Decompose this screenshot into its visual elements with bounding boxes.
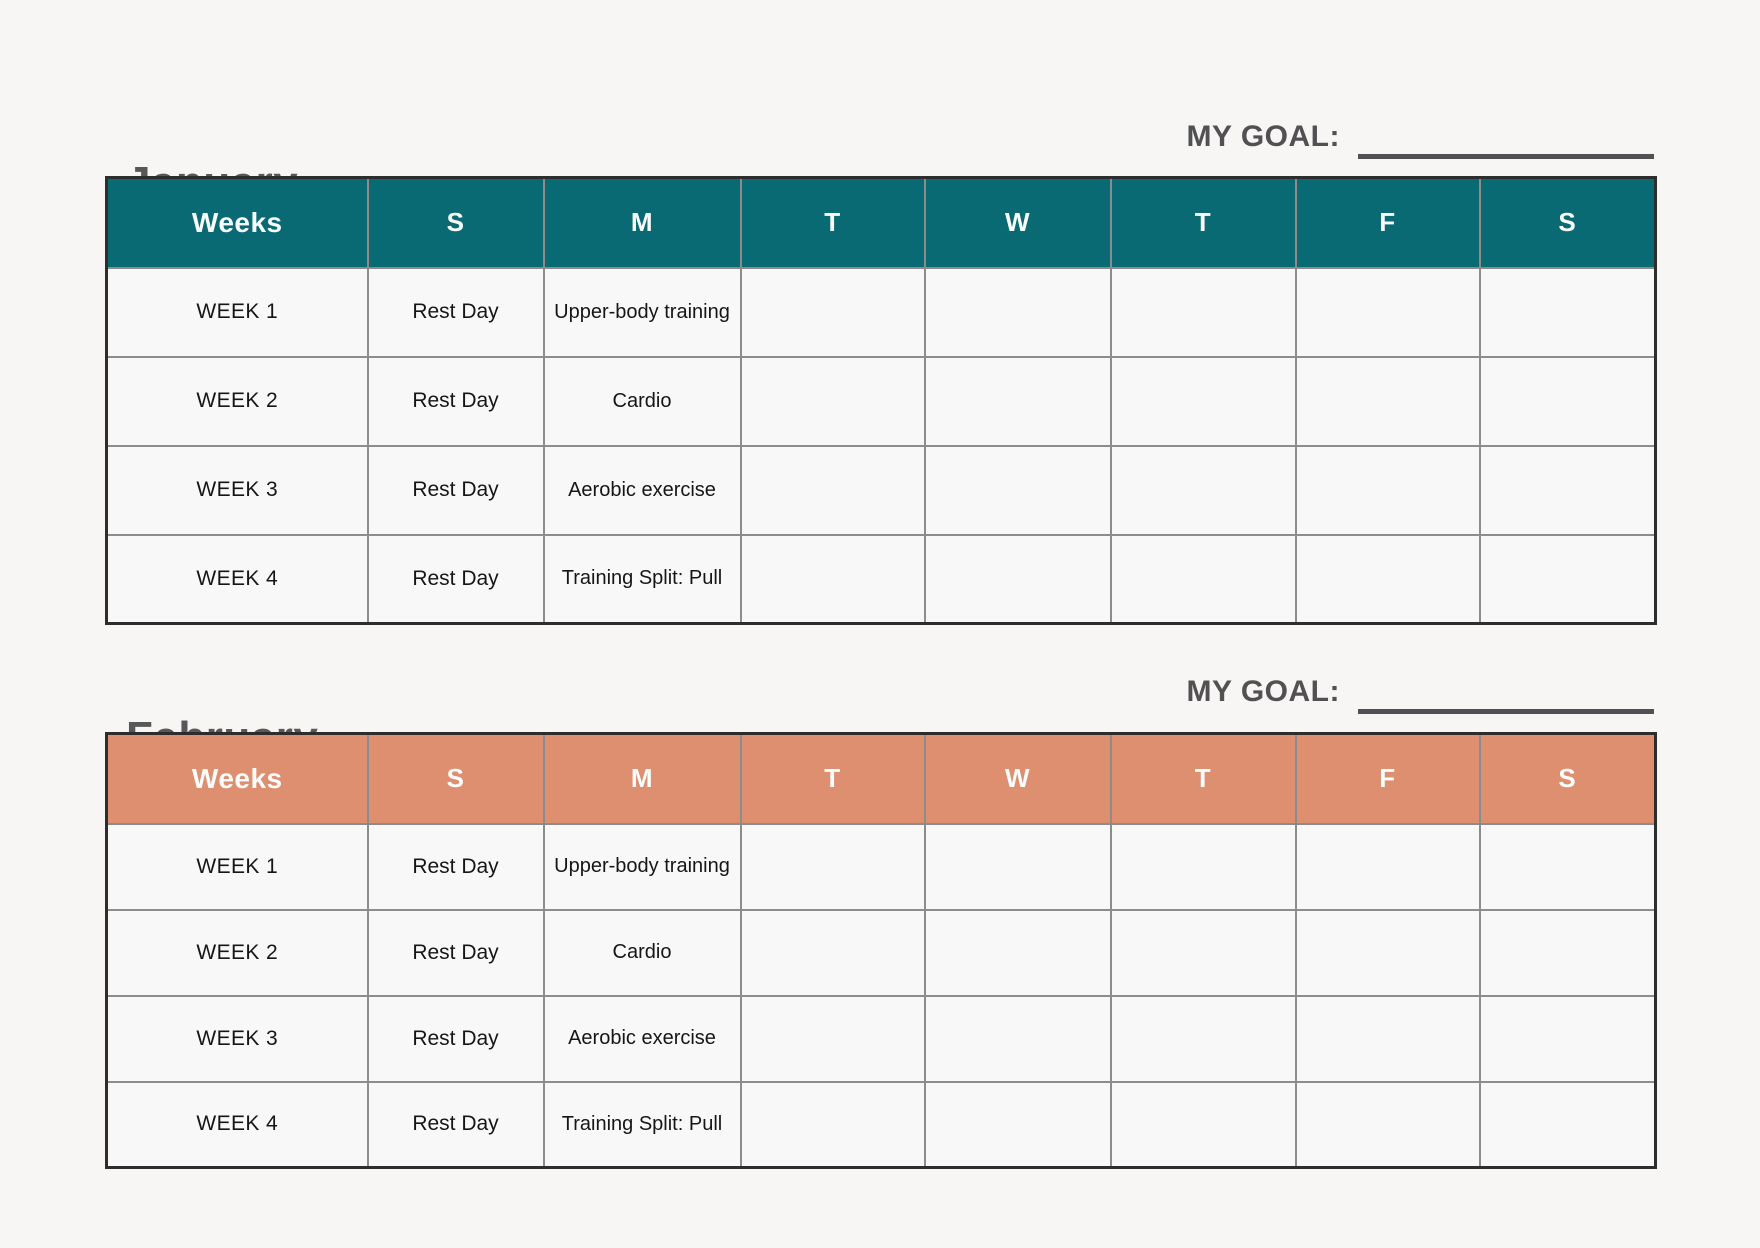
schedule-cell[interactable] <box>741 996 925 1082</box>
column-header-friday: F <box>1296 178 1480 268</box>
schedule-cell[interactable] <box>741 910 925 996</box>
goal-fill-in-line[interactable] <box>1358 154 1654 159</box>
column-header-monday: M <box>544 734 741 824</box>
schedule-cell[interactable]: Aerobic exercise <box>544 446 741 535</box>
schedule-cell[interactable]: Aerobic exercise <box>544 996 741 1082</box>
column-header-wednesday: W <box>925 734 1111 824</box>
column-header-thursday: T <box>1111 734 1296 824</box>
week-label-cell: WEEK 1 <box>107 268 368 357</box>
schedule-cell[interactable] <box>1296 824 1480 910</box>
column-header-saturday: S <box>1480 178 1656 268</box>
schedule-cell[interactable]: Cardio <box>544 357 741 446</box>
column-header-thursday: T <box>1111 178 1296 268</box>
schedule-cell[interactable] <box>1480 824 1656 910</box>
schedule-cell[interactable] <box>925 357 1111 446</box>
schedule-cell[interactable]: Rest Day <box>368 824 544 910</box>
table-row <box>107 446 1656 535</box>
schedule-cell[interactable]: Rest Day <box>368 996 544 1082</box>
schedule-cell[interactable]: Rest Day <box>368 446 544 535</box>
schedule-cell[interactable]: Training Split: Pull <box>544 1082 741 1168</box>
week-label-cell: WEEK 3 <box>107 446 368 535</box>
schedule-cell[interactable] <box>1296 996 1480 1082</box>
schedule-cell[interactable] <box>1296 268 1480 357</box>
column-header-sunday: S <box>368 178 544 268</box>
table-row <box>107 535 1656 624</box>
week-label-cell: WEEK 4 <box>107 1082 368 1168</box>
goal-row-february <box>1187 677 1654 707</box>
column-header-friday: F <box>1296 734 1480 824</box>
column-header-monday: M <box>544 178 741 268</box>
schedule-cell[interactable] <box>1111 824 1296 910</box>
schedule-cell[interactable] <box>741 446 925 535</box>
column-header-sunday: S <box>368 734 544 824</box>
schedule-cell[interactable] <box>1296 357 1480 446</box>
schedule-cell[interactable] <box>1480 357 1656 446</box>
schedule-cell[interactable] <box>1111 1082 1296 1168</box>
february-table <box>105 732 1657 1169</box>
schedule-cell[interactable]: Training Split: Pull <box>544 535 741 624</box>
schedule-cell[interactable] <box>741 357 925 446</box>
schedule-cell[interactable] <box>1296 1082 1480 1168</box>
week-label-cell: WEEK 2 <box>107 910 368 996</box>
week-label-cell: WEEK 1 <box>107 824 368 910</box>
week-label-cell: WEEK 4 <box>107 535 368 624</box>
schedule-cell[interactable] <box>741 824 925 910</box>
column-header-tuesday: T <box>741 734 925 824</box>
schedule-cell[interactable] <box>1480 268 1656 357</box>
column-header-tuesday: T <box>741 178 925 268</box>
column-header-weeks: Weeks <box>107 178 368 268</box>
schedule-cell[interactable] <box>1480 910 1656 996</box>
schedule-cell[interactable] <box>1480 996 1656 1082</box>
goal-label: MY GOAL: <box>1186 675 1340 708</box>
schedule-cell[interactable] <box>925 446 1111 535</box>
schedule-cell[interactable] <box>1480 535 1656 624</box>
schedule-cell[interactable] <box>925 824 1111 910</box>
schedule-cell[interactable] <box>925 268 1111 357</box>
schedule-cell[interactable]: Rest Day <box>368 357 544 446</box>
schedule-cell[interactable]: Upper-body training <box>544 824 741 910</box>
schedule-cell[interactable] <box>1111 357 1296 446</box>
week-label-cell: WEEK 3 <box>107 996 368 1082</box>
schedule-cell[interactable] <box>1111 268 1296 357</box>
schedule-cell[interactable] <box>925 535 1111 624</box>
schedule-cell[interactable] <box>1111 910 1296 996</box>
schedule-cell[interactable] <box>1111 446 1296 535</box>
schedule-cell[interactable]: Rest Day <box>368 1082 544 1168</box>
goal-label: MY GOAL: <box>1186 120 1340 153</box>
schedule-cell[interactable] <box>925 996 1111 1082</box>
column-header-saturday: S <box>1480 734 1656 824</box>
schedule-cell[interactable]: Rest Day <box>368 535 544 624</box>
schedule-cell[interactable] <box>1111 535 1296 624</box>
header-row <box>107 734 1656 824</box>
schedule-cell[interactable] <box>1480 1082 1656 1168</box>
schedule-cell[interactable]: Rest Day <box>368 268 544 357</box>
goal-fill-in-line[interactable] <box>1358 709 1654 714</box>
table-row <box>107 910 1656 996</box>
table-row <box>107 268 1656 357</box>
schedule-cell[interactable] <box>1296 535 1480 624</box>
schedule-cell[interactable]: Rest Day <box>368 910 544 996</box>
schedule-cell[interactable] <box>741 1082 925 1168</box>
schedule-cell[interactable] <box>741 535 925 624</box>
table-row <box>107 357 1656 446</box>
schedule-cell[interactable] <box>1296 446 1480 535</box>
schedule-cell[interactable] <box>1480 446 1656 535</box>
schedule-cell[interactable]: Upper-body training <box>544 268 741 357</box>
goal-row-january <box>1187 122 1654 152</box>
column-header-weeks: Weeks <box>107 734 368 824</box>
schedule-cell[interactable] <box>925 1082 1111 1168</box>
schedule-cell[interactable] <box>741 268 925 357</box>
schedule-cell[interactable] <box>925 910 1111 996</box>
week-label-cell: WEEK 2 <box>107 357 368 446</box>
schedule-cell[interactable] <box>1296 910 1480 996</box>
table-row <box>107 824 1656 910</box>
table-row <box>107 1082 1656 1168</box>
column-header-wednesday: W <box>925 178 1111 268</box>
schedule-cell[interactable]: Cardio <box>544 910 741 996</box>
table-row <box>107 996 1656 1082</box>
header-row <box>107 178 1656 268</box>
january-table <box>105 176 1657 625</box>
schedule-cell[interactable] <box>1111 996 1296 1082</box>
